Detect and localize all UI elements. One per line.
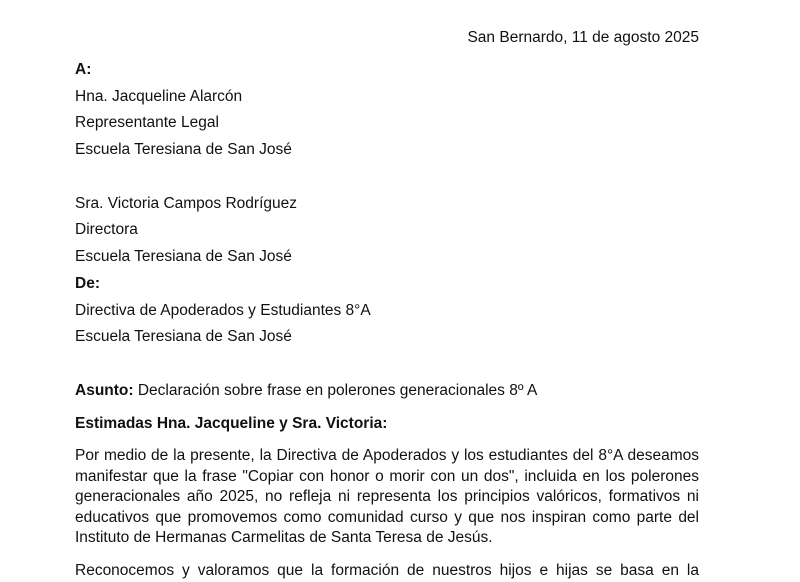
sender-name: Directiva de Apoderados y Estudiantes 8°A — [75, 302, 371, 319]
recipient-1-name: Hna. Jacqueline Alarcón — [75, 88, 243, 105]
body-paragraph-1 — [75, 446, 699, 549]
salutation: Estimadas Hna. Jacqueline y Sra. Victoria: — [75, 415, 388, 432]
paragraph-line: Instituto de Hermanas Carmelitas de Santa Teresa de Jesús. — [75, 529, 493, 547]
paragraph-line: Reconocemos y valoramos que la formación de nuestros hijos e hijas se basa en la — [75, 562, 699, 579]
place-date: San Bernardo, 11 de agosto 2025 — [467, 29, 699, 46]
body-paragraph-2 — [75, 561, 699, 582]
paragraph-line: generacionales año 2025, no refleja ni representa los principios valóricos, formativos ni — [75, 488, 699, 506]
sender-institution: Escuela Teresiana de San José — [75, 328, 292, 345]
recipient-2-institution: Escuela Teresiana de San José — [75, 248, 292, 265]
paragraph-line: educativos que promovemos como comunidad curso y que nos inspiran como parte del — [75, 508, 699, 526]
to-label: A: — [75, 61, 92, 78]
recipient-2-role: Directora — [75, 221, 138, 238]
subject-text: Declaración sobre frase en polerones generacionales 8º A — [133, 382, 538, 399]
paragraph-line: Por medio de la presente, la Directiva de Apoderados y los estudiantes del 8°A deseamos — [75, 447, 699, 464]
subject-line — [75, 381, 537, 401]
recipient-2-name: Sra. Victoria Campos Rodríguez — [75, 195, 297, 212]
recipient-1-role: Representante Legal — [75, 114, 219, 131]
from-label: De: — [75, 275, 100, 292]
subject-label: Asunto: — [75, 382, 134, 399]
paragraph-line: manifestar que la frase "Copiar con honor o morir con un dos", incluida en los polerones — [75, 467, 699, 485]
recipient-1-institution: Escuela Teresiana de San José — [75, 141, 292, 158]
